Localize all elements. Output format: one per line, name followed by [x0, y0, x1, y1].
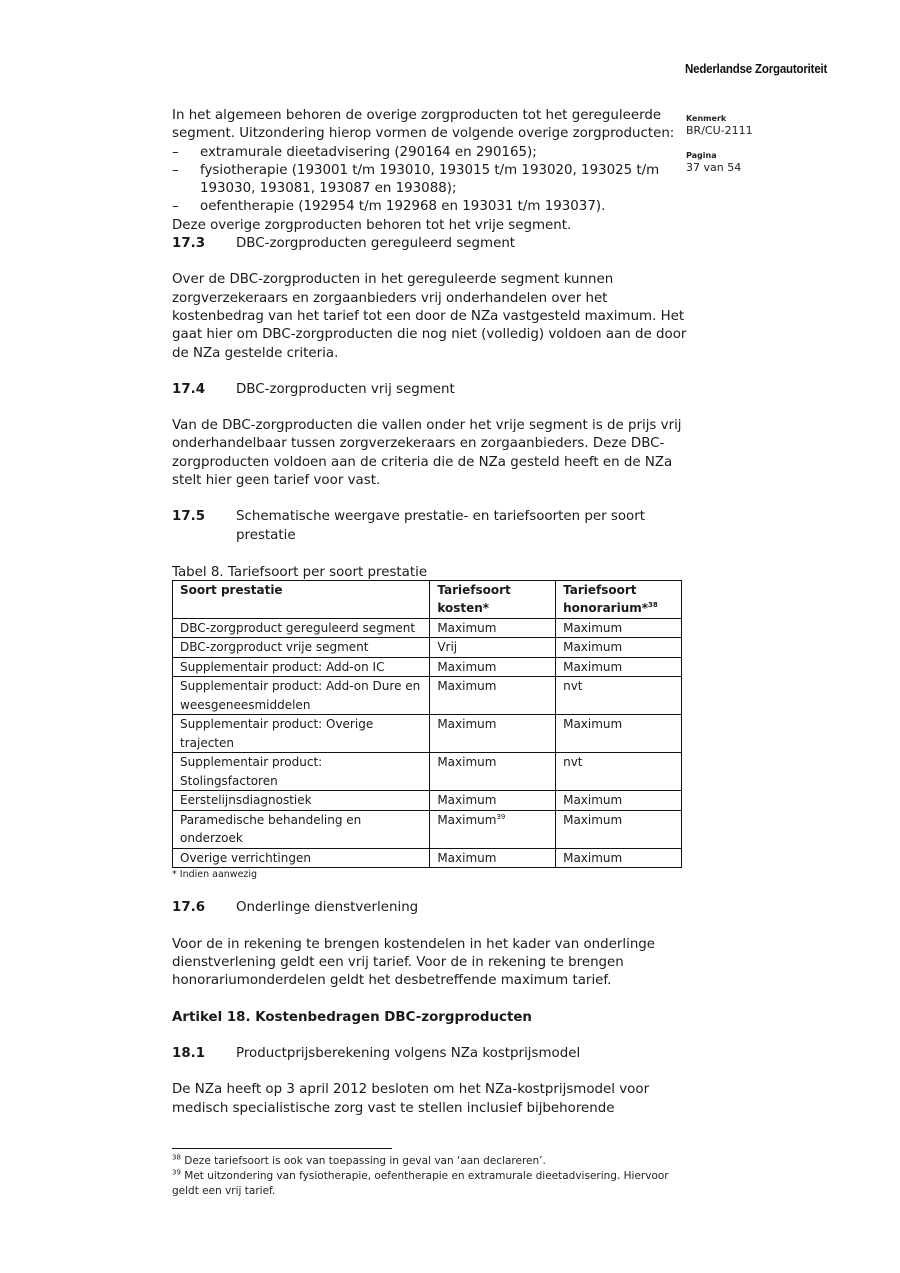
- pagina-block: [686, 150, 741, 175]
- section-number: 17.5: [172, 509, 206, 525]
- section-body-18-1: De NZa heeft op 3 april 2012 besloten om het NZa-kostprijsmodel voor medisch specialistische zorg vast te stellen inclusief bijbehorende: [172, 1082, 650, 1116]
- section-title: DBC-zorgproducten gereguleerd segment: [236, 236, 516, 252]
- cell-honorarium: Maximum: [556, 810, 682, 848]
- cell-honorarium: nvt: [556, 677, 682, 715]
- cell-soort: Paramedische behandeling en onderzoek: [173, 810, 430, 848]
- section-body-17-6: Voor de in rekening te brengen kostendelen in het kader van onderlinge dienstverlening geldt een vrij tarief. Voor de in rekening te brengen honorariumonderdelen geldt het desbetreffende maximum tarief.: [172, 936, 656, 989]
- cell-kosten: Maximum: [430, 677, 556, 715]
- section-title: DBC-zorgproducten vrij segment: [236, 381, 455, 397]
- cell-kosten: Maximum: [430, 618, 556, 638]
- cell-kosten: Maximum: [430, 791, 556, 811]
- footnote-text: Met uitzondering van fysiotherapie, oefentherapie en extramurale dieetadvisering. Hiervoor geldt een vrij tarief.: [172, 1170, 669, 1197]
- section-body-17-3: Over de DBC-zorgproducten in het gereguleerde segment kunnen zorgverzekeraars en zorgaanbieders vrij onderhandelen over het kostenbedrag van het tarief tot een door de NZa vastgesteld maximum. Het gaat hier om DBC-zorgproducten die nog niet (volledig) voldoen aan de door de NZa gestelde criteria.: [172, 272, 687, 361]
- dash-bullet: –: [172, 144, 179, 160]
- document-body: [172, 107, 687, 1118]
- table-row: [173, 715, 682, 753]
- section-heading-17-6: [172, 899, 687, 917]
- cell-honorarium: Maximum: [556, 715, 682, 753]
- section-heading-17-5: [172, 508, 687, 545]
- footnotes: [172, 1154, 672, 1199]
- cell-honorarium: Maximum: [556, 791, 682, 811]
- table-note: * Indien aanwezig: [172, 869, 258, 881]
- kenmerk-block: [686, 113, 753, 138]
- footnote-38: [172, 1154, 672, 1169]
- pagina-value: 37 van 54: [686, 161, 742, 174]
- cell-kosten: Maximum: [430, 848, 556, 868]
- cell-soort: DBC-zorgproduct gereguleerd segment: [173, 618, 430, 638]
- footnote-39: [172, 1169, 672, 1199]
- cell-honorarium: Maximum: [556, 618, 682, 638]
- footnote-ref: 39: [496, 812, 506, 821]
- cell-soort: Eerstelijnsdiagnostiek: [173, 791, 430, 811]
- cell-honorarium: Maximum: [556, 638, 682, 658]
- organization-name: Nederlandse Zorgautoriteit: [685, 62, 828, 76]
- list-item-text: fysiotherapie (193001 t/m 193010, 193015 t/m 193020, 193025 t/m 193030, 193081, 193087 en 193088);: [200, 162, 660, 197]
- pagina-label: Pagina: [686, 151, 717, 160]
- dash-bullet: –: [172, 162, 179, 178]
- section-number: 17.3: [172, 236, 206, 252]
- footnote-text: Deze tariefsoort is ook van toepassing in geval van ‘aan declareren’.: [180, 1155, 546, 1167]
- list-item-text: extramurale dieetadvisering (290164 en 290165);: [200, 144, 537, 160]
- cell-kosten: Maximum$^{39}$: [430, 810, 556, 848]
- section-heading-18-1: [172, 1045, 687, 1063]
- cell-soort: Supplementair product: Stolingsfactoren: [173, 753, 430, 791]
- cell-kosten: Maximum: [430, 715, 556, 753]
- header-tariefsoort-honorarium: [556, 580, 682, 618]
- header-text: Tariefsoort honorarium*: [563, 582, 649, 616]
- table-row: [173, 657, 682, 677]
- section-number: 17.6: [172, 900, 206, 916]
- footnote-ref: 38: [648, 601, 658, 610]
- cell-honorarium: nvt: [556, 753, 682, 791]
- intro-closing: Deze overige zorgproducten behoren tot het vrije segment.: [172, 217, 572, 233]
- table-row: [173, 638, 682, 658]
- header-soort-prestatie: Soort prestatie: [173, 580, 430, 618]
- cell-kosten: Vrij: [430, 638, 556, 658]
- table-row: [173, 791, 682, 811]
- section-heading-17-3: [172, 235, 687, 253]
- section-title: Onderlinge dienstverlening: [236, 900, 419, 916]
- section-heading-17-4: [172, 381, 687, 399]
- cell-honorarium: Maximum: [556, 848, 682, 868]
- tariff-table: [172, 580, 682, 869]
- section-title: Schematische weergave prestatie- en tariefsoorten per soort prestatie: [236, 509, 645, 543]
- table-row: [173, 848, 682, 868]
- section-title: Productprijsberekening volgens NZa kostprijsmodel: [236, 1045, 581, 1061]
- list-item: [172, 198, 687, 216]
- section-number: 17.4: [172, 381, 206, 397]
- cell-soort: Overige verrichtingen: [173, 848, 430, 868]
- section-number: 18.1: [172, 1045, 206, 1061]
- kenmerk-label: Kenmerk: [686, 114, 727, 123]
- list-item: [172, 144, 687, 162]
- footnote-number: 39: [172, 1168, 181, 1177]
- cell-soort: Supplementair product: Overige trajecten: [173, 715, 430, 753]
- table-row: [173, 677, 682, 715]
- header-tariefsoort-kosten: Tariefsoort kosten*: [430, 580, 556, 618]
- cell-soort: DBC-zorgproduct vrije segment: [173, 638, 430, 658]
- table-caption: Tabel 8. Tariefsoort per soort prestatie: [172, 564, 428, 580]
- cell-kosten: Maximum: [430, 753, 556, 791]
- dash-bullet: –: [172, 199, 179, 215]
- cell-soort: Supplementair product: Add-on Dure en weesgeneesmiddelen: [173, 677, 430, 715]
- footnote-number: 38: [172, 1153, 181, 1162]
- section-body-17-4: Van de DBC-zorgproducten die vallen onder het vrije segment is de prijs vrij onderhandelbaar tussen zorgverzekeraars en zorgaanbieders. Deze DBC-zorgproducten voldoen aan de criteria die de NZa gesteld heeft en de NZa stelt hier geen tarief voor vast.: [172, 418, 682, 489]
- footnote-divider: [172, 1148, 392, 1149]
- kenmerk-value: BR/CU-2111: [686, 124, 753, 137]
- intro-paragraph: In het algemeen behoren de overige zorgproducten tot het gereguleerde segment. Uitzondering hierop vormen de volgende overige zorgproducten:: [172, 108, 675, 142]
- list-item: [172, 162, 687, 199]
- cell-soort: Supplementair product: Add-on IC: [173, 657, 430, 677]
- table-row: [173, 753, 682, 791]
- cell-kosten: Maximum: [430, 657, 556, 677]
- table-header-row: [173, 580, 682, 618]
- table-row: [173, 810, 682, 848]
- article-heading-18: Artikel 18. Kostenbedragen DBC-zorgproducten: [172, 1009, 532, 1025]
- list-item-text: oefentherapie (192954 t/m 192968 en 193031 t/m 193037).: [200, 199, 606, 215]
- table-row: [173, 618, 682, 638]
- cell-honorarium: Maximum: [556, 657, 682, 677]
